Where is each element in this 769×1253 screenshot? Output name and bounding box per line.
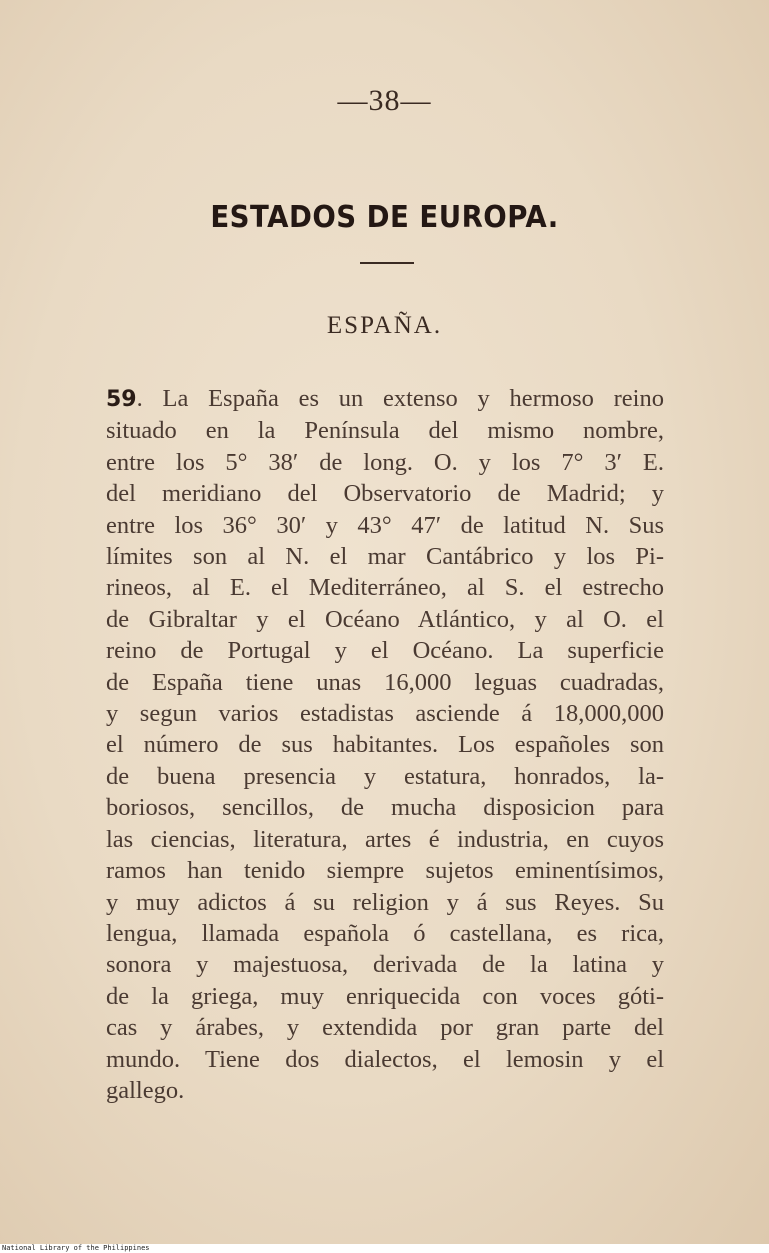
paragraph-line: cas y árabes, y extendida por gran parte del — [106, 1014, 664, 1042]
section-heading: ESTADOS DE EUROPA. — [210, 200, 559, 235]
paragraph-line: mundo. Tiene dos dialectos, el lemosin y el — [106, 1045, 664, 1073]
sub-heading: ESPAÑA. — [326, 312, 443, 339]
paragraph-line: de la griega, muy enriquecida con voces góti- — [106, 982, 664, 1010]
paragraph-line: de buena presencia y estatura, honrados, la- — [106, 762, 664, 790]
page-number: —38— — [337, 84, 432, 117]
paragraph-line: reino de Portugal y el Océano. La superficie — [106, 637, 664, 665]
paragraph-line: de España tiene unas 16,000 leguas cuadradas, — [106, 668, 664, 696]
paragraph-line: 59. La España es un extenso y hermoso reino — [106, 385, 664, 412]
library-credit: National Library of the Philippines — [2, 1244, 150, 1252]
heading-divider — [360, 262, 414, 264]
paragraph-line: límites son al N. el mar Cantábrico y los Pi- — [106, 543, 664, 571]
paragraph-line: entre los 5° 38′ de long. O. y los 7° 3′ E. — [106, 448, 664, 476]
paragraph-line: entre los 36° 30′ y 43° 47′ de latitud N. Sus — [106, 511, 664, 539]
paragraph-line: rineos, al E. el Mediterráneo, al S. el estrecho — [106, 574, 664, 602]
paragraph-line: el número de sus habitantes. Los españoles son — [106, 731, 664, 759]
paragraph-line: y segun varios estadistas asciende á 18,000,000 — [106, 700, 664, 728]
paragraph-line: sonora y majestuosa, derivada de la latina y — [106, 951, 664, 979]
paragraph-line: gallego. — [106, 1076, 185, 1104]
paragraph-line: de Gibraltar y el Océano Atlántico, y al O. el — [106, 605, 664, 633]
paragraph-line: las ciencias, literatura, artes é industria, en cuyos — [106, 825, 664, 853]
paragraph-line: situado en la Península del mismo nombre, — [106, 417, 664, 445]
paragraph-line: boriosos, sencillos, de mucha disposicion para — [106, 794, 664, 822]
paragraph-line: del meridiano del Observatorio de Madrid; y — [106, 480, 664, 508]
paragraph-59 — [106, 383, 664, 1106]
paragraph-number: 59 — [106, 387, 137, 412]
paragraph-line: ramos han tenido siempre sujetos eminentísimos, — [106, 857, 664, 885]
paragraph-line: y muy adictos á su religion y á sus Reyes. Su — [106, 888, 664, 916]
paragraph-line: lengua, llamada española ó castellana, es rica, — [106, 919, 664, 947]
